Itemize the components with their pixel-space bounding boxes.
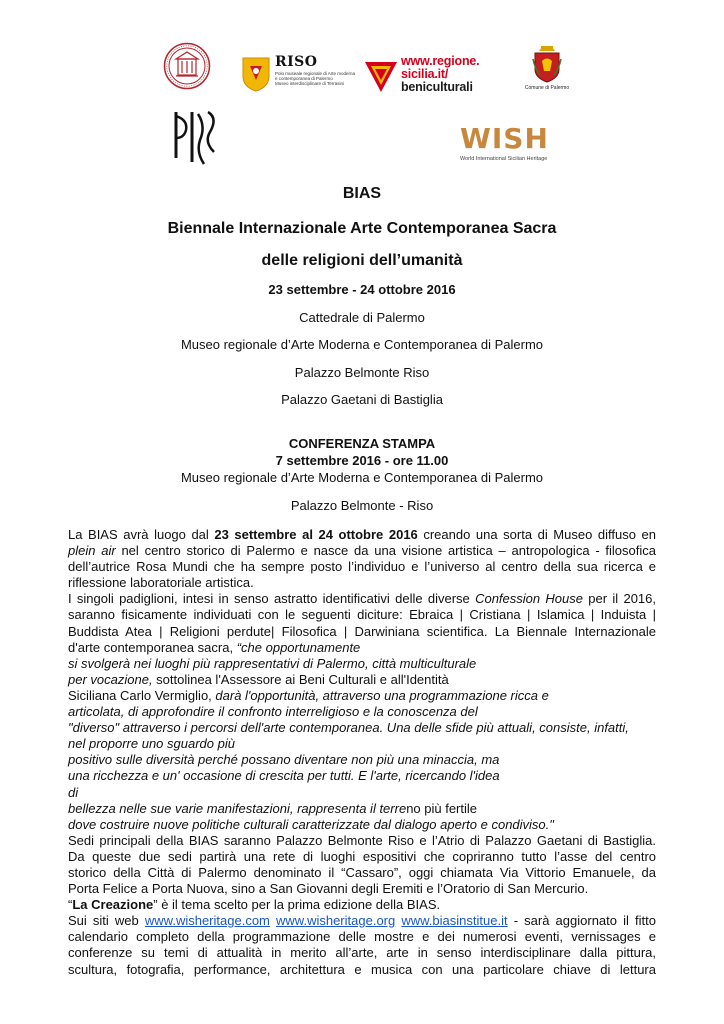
trinacria-mark-icon: [363, 58, 399, 94]
riso-museum-logo: [241, 54, 357, 96]
sicily-shield-icon: [241, 56, 271, 92]
document-title: BIAS: [342, 185, 382, 202]
paragraph-venues: Sedi principali della BIAS saranno Palazzo Belmonte Riso e l’Atrio di Palazzo Gaetani di Bastiglia. Da queste due sedi partirà una rete di luoghi espositivi che copriranno tutto l’asse del centro storico della Città di Palermo denominato il “Cassaro”, oggi chiamata Via Vittorio Emanuele, da Porta Felice a Porta Nuova, sino a San Giovanni degli Eremiti e l’Oratorio di San Mercurio.: [68, 832, 656, 897]
paragraph-pavilions: I singoli padiglioni, intesi in senso astratto identificativi delle diverse Confession House per il 2016, saranno fisicamente individuati con le seguenti diciture: Ebraica | Cristiana | Islamica | Induista | Buddista Atea | Religioni perdute| Filosofica | Darwiniana scientifica. La Biennale Internazionale d'arte contemporanea sacra, “che opportunamente si svolgerà nei luoghi più rappresentativi di Palermo, città multiculturale per vocazione, sottolinea l'Assessore ai Beni Culturali e all'Identità Siciliana Carlo Vermiglio, darà l'opportunità, attraverso una programmazione ricca e articolata, di approfondire il confronto interreligioso e la conoscenza del "diverso" attraverso i percorsi dell'arte contemporanea. Una delle sfide più attuali, consiste, infatti, nel proporre uno sguardo più positivo sulle diversità perché possano diventare non più una minaccia, ma una ricchezza e un' occasione di crescita per tutti. E l'arte, ricercando l'idea di bellezza nelle sue varie manifestazioni, rappresenta il terreno più fertile dove costruire nuove politiche culturali caratterizzate dal dialogo aperto e condiviso.": [68, 591, 656, 832]
regione-sicilia-logo: [363, 54, 489, 98]
wish-subtitle: World International Sicilian Heritage: [460, 156, 548, 162]
document-subtitle-2: delle religioni dell’umanità: [261, 252, 463, 269]
venue-gaetani: Palazzo Gaetani di Bastiglia: [281, 392, 443, 407]
link-biasinstitue[interactable]: www.biasinstitue.it: [401, 913, 508, 929]
riso-caption: Polo museale regionale di Arte moderna e contemporanea di Palermo Museo interdisciplinare di Terrasini: [275, 71, 356, 87]
paragraph-theme: “La Creazione” è il tema scelto per la prima edizione della BIAS.: [68, 897, 441, 913]
wish-wordmark: WISH: [460, 122, 549, 155]
event-dates: 23 settembre - 24 ottobre 2016: [268, 282, 456, 297]
crest-icon: [532, 45, 562, 83]
link-wisheritage-com[interactable]: www.wisheritage.com: [144, 913, 270, 929]
venue-cattedrale: Cattedrale di Palermo: [299, 310, 425, 325]
paragraph-intro: La BIAS avrà luogo dal 23 settembre al 24 ottobre 2016 creando una sorta di Museo diffuso en plein air nel centro storico di Palermo e nasce da una visione artistica – antropologica - filosofica dell’autrice Rosa Mundi che ha sempre posto l’individuo e l’universo al centro della sua ricerca e riflessione laboratoriale artistica.: [68, 527, 656, 591]
wish-logo: [458, 124, 562, 168]
document-subtitle: Biennale Internazionale Arte Contemporanea Sacra: [167, 220, 557, 237]
bias-logo: [170, 108, 220, 168]
comune-palermo-logo: [524, 45, 570, 95]
venue-belmonte-riso: Palazzo Belmonte Riso: [294, 365, 430, 380]
conference-venue: Museo regionale d’Arte Moderna e Contemporanea di Palermo: [180, 470, 544, 485]
venue-museo: Museo regionale d’Arte Moderna e Contemporanea di Palermo: [180, 337, 544, 352]
regione-url-text: www.regione. sicilia.it/ beniculturali: [401, 54, 480, 94]
university-seal-logo: [163, 42, 211, 90]
link-wisheritage-org[interactable]: www.wisheritage.org: [276, 913, 396, 929]
paragraph-websites: Sui siti web www.wisheritage.com www.wisheritage.org www.biasinstitue.it - sarà aggiornato il fitto calendario completo della programmazione delle mostre e dei numerosi eventi, vernissages e conferenze su temi di attualità in merito all’arte, arte in senso interdisciplinare dalla pittura, scultura, fotografia, performance, architettura e musica con una particolare chiave di lettura: [68, 913, 656, 977]
conference-venue-2: Palazzo Belmonte - Riso: [290, 498, 434, 513]
conference-datetime: 7 settembre 2016 - ore 11.00: [275, 453, 449, 468]
body-text: [68, 527, 656, 978]
conference-title: CONFERENZA STAMPA: [288, 436, 436, 451]
comune-caption: Comune di Palermo: [524, 85, 570, 91]
riso-title: RISO: [275, 54, 318, 70]
